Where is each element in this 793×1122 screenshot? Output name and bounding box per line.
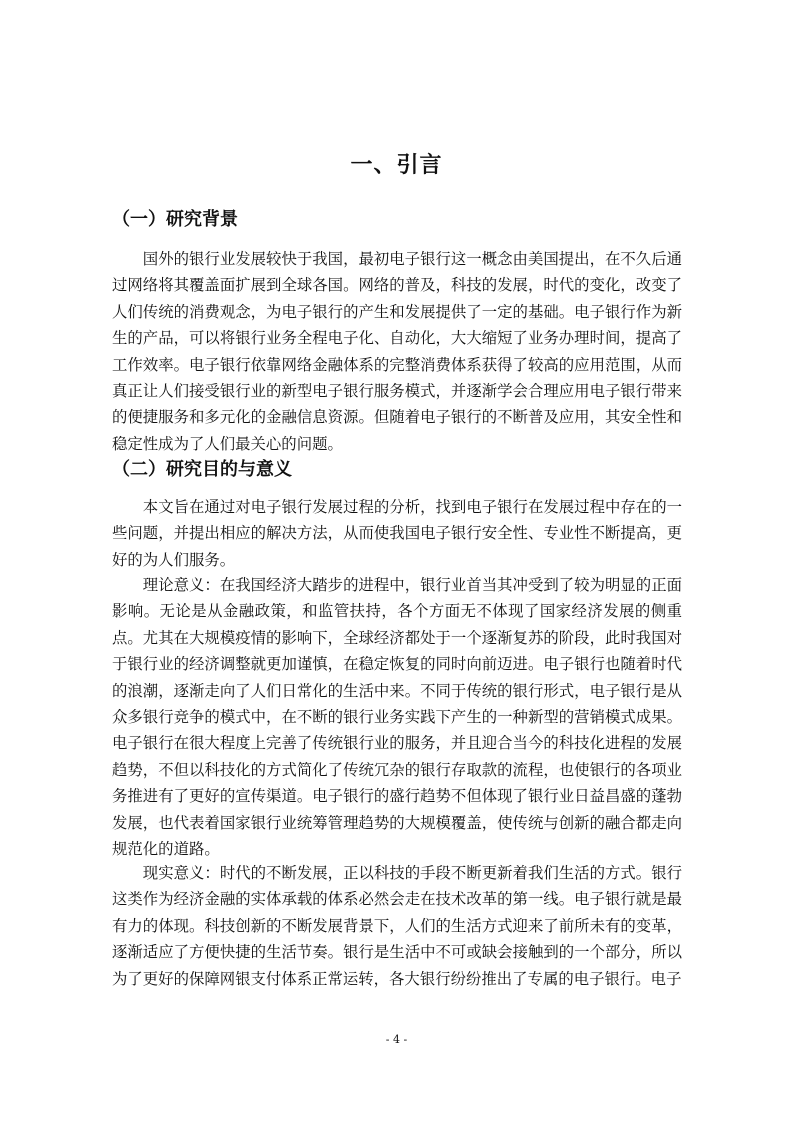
page-number: - 4 - [385,1033,408,1046]
section-heading-purpose: （二）研究目的与意义 [112,459,292,480]
paragraph-background: 国外的银行业发展较快于我国，最初电子银行这一概念由美国提出，在不久后通过网络将其覆盖面扩展到全球各国。网络的普及，科技的发展，时代的变化，改变了人们传统的消费观念，为电子银行的产生和发展提供了一定的基础。电子银行作为新生的产品，可以将银行业务全程电子化、自动化，大大缩短了业务办理时间，提高了工作效率。电子银行依靠网络金融体系的完整消费体系获得了较高的应用范围，从而真正让人们接受银行业的新型电子银行服务模式，并逐渐学会合理应用电子银行带来的便捷服务和多元化的金融信息资源。但随着电子银行的不断普及应用，其安全性和稳定性成为了人们最关心的问题。 [112,250,682,453]
chapter-title: 一、引言 [350,153,443,178]
paragraph-practical-significance: 现实意义：时代的不断发展，正以科技的手段不断更新着我们生活的方式。银行这类作为经济金融的实体承载的体系必然会走在技术改革的第一线。电子银行就是最有力的体现。科技创新的不断发展背景下，人们的生活方式迎来了前所未有的变革，逐渐适应了方便快捷的生活节奏。银行是生活中不可或缺会接触到的一个部分，所以为了更好的保障网银支付体系正常运转，各大银行纷纷推出了专属的电子银行。电子 [112,864,682,988]
section-heading-background: （一）研究背景 [112,209,238,230]
paragraph-purpose: 本文旨在通过对电子银行发展过程的分析，找到电子银行在发展过程中存在的一些问题，并提出相应的解决方法，从而使我国电子银行安全性、专业性不断提高，更好的为人们服务。 [112,498,682,569]
paragraph-theoretical-significance: 理论意义：在我国经济大踏步的进程中，银行业首当其冲受到了较为明显的正面影响。无论是从金融政策，和监管扶持，各个方面无不体现了国家经济发展的侧重点。尤其在大规模疫情的影响下，全球经济都处于一个逐渐复苏的阶段，此时我国对于银行业的经济调整就更加谨慎，在稳定恢复的同时向前迈进。电子银行也随着时代的浪潮，逐渐走向了人们日常化的生活中来。不同于传统的银行形式，电子银行是从众多银行竞争的模式中，在不断的银行业务实践下产生的一种新型的营销模式成果。电子银行在很大程度上完善了传统银行业的服务，并且迎合当今的科技化进程的发展趋势，不但以科技化的方式简化了传统冗杂的银行存取款的流程，也使银行的各项业务推进有了更好的宣传渠道。电子银行的盛行趋势不但体现了银行业日益昌盛的蓬勃发展，也代表着国家银行业统筹管理趋势的大规模覆盖，使传统与创新的融合都走向规范化的道路。 [112,576,682,859]
